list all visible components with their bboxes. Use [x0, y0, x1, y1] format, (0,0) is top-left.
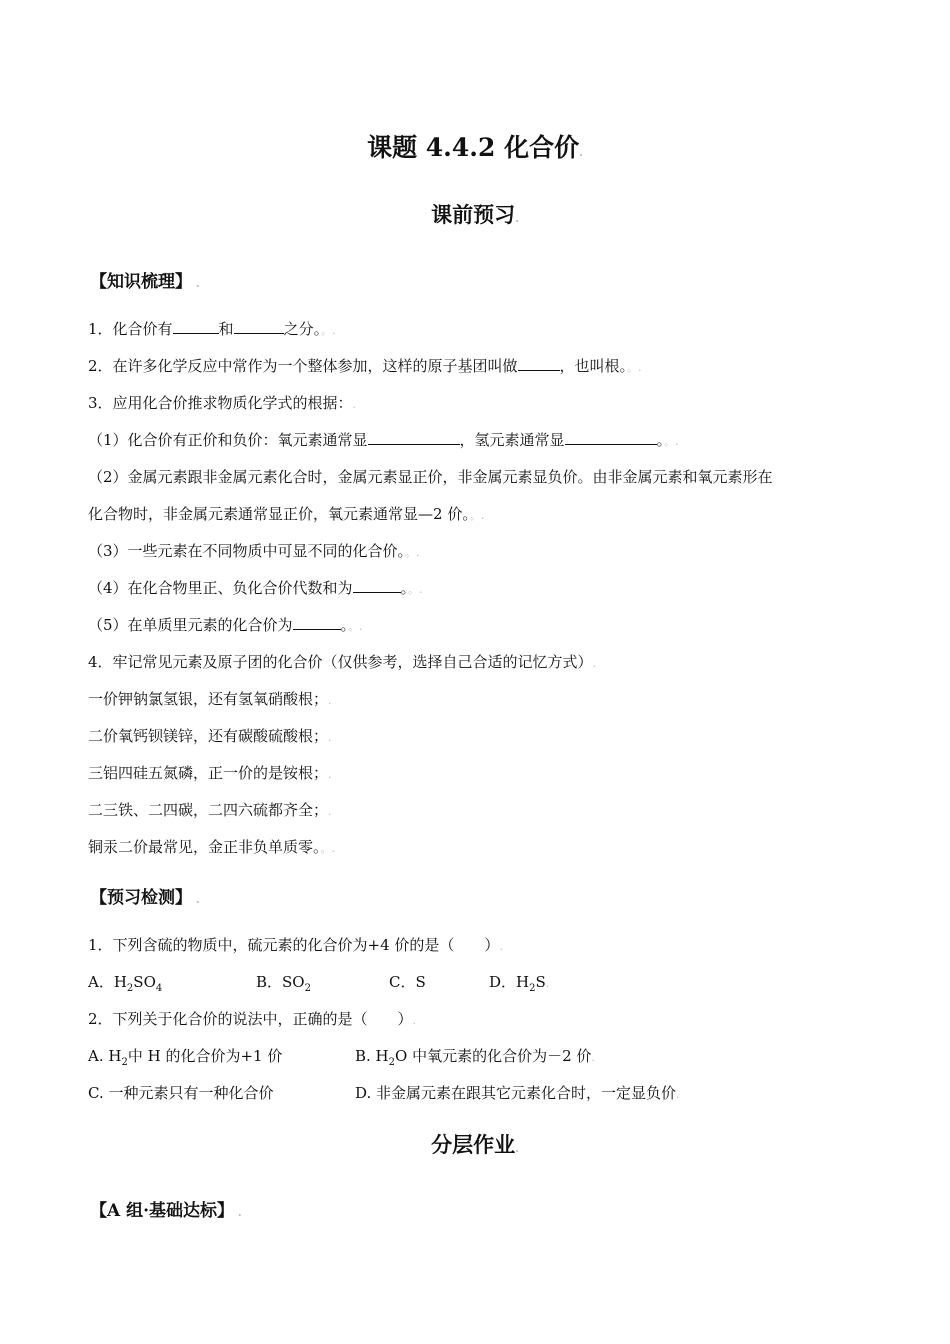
- q1d-sub: 2: [529, 983, 536, 994]
- knowledge-line-10: 4．牢记常见元素及原子团的化合价（仅供参考，选择自己合适的记忆方式）.: [88, 653, 597, 671]
- k1-text-a: 1．化合价有: [88, 320, 173, 338]
- k9-text-b: 。: [340, 616, 349, 634]
- fill-blank: [173, 319, 219, 334]
- q1c-text: C．S: [389, 973, 426, 991]
- q1-text: 1．下列含硫的物质中，硫元素的化合价为+4 价的是（ ）: [88, 936, 500, 954]
- knowledge-line-14: 二三铁、二四碳，二四六硫都齐全；.: [88, 801, 332, 819]
- k12-text: 二价氧钙钡镁锌，还有碳酸硫酸根；: [88, 727, 329, 745]
- q1a-pre: A．H: [88, 973, 127, 991]
- q1-option-b: [256, 971, 311, 994]
- q2c-text: C. 一种元素只有一种化合价: [88, 1084, 274, 1102]
- fill-blank: [353, 578, 401, 593]
- heading-knowledge-text: 【知识梳理】: [90, 272, 192, 292]
- knowledge-line-6: 化合物时，非金属元素通常显正价，氧元素通常显—2 价。。.: [88, 505, 485, 523]
- k4-text-c: 。: [656, 431, 665, 449]
- k8-text-b: 。: [400, 579, 409, 597]
- k3-text: 3．应用化合价推求物质化学式的根据：: [88, 394, 353, 412]
- q2-option-c: [88, 1082, 273, 1103]
- k5-text: （2）金属元素跟非金属元素化合时，金属元素显正价，非金属元素显负价。由非金属元素和氧元素形在: [88, 468, 773, 486]
- knowledge-line-15: 铜汞二价最常见，金正非负单质零。。.: [88, 838, 336, 856]
- knowledge-line-12: 二价氧钙钡镁锌，还有碳酸硫酸根；.: [88, 727, 332, 745]
- q1a-sub1: 2: [126, 983, 134, 994]
- q2b-pre: B. H: [355, 1047, 389, 1065]
- k15-text: 铜汞二价最常见，金正非负单质零。: [88, 838, 321, 856]
- heading-check-text: 【预习检测】: [90, 888, 192, 908]
- k14-text: 二三铁、二四碳，二四六硫都齐全；: [88, 801, 329, 819]
- heading-group-a-text: 【A 组·基础达标】: [90, 1201, 235, 1221]
- question-2: 2．下列关于化合价的说法中，正确的是（ ）.: [88, 1010, 417, 1028]
- knowledge-line-1: 1．化合价有 和 之分。。.: [88, 320, 336, 338]
- q1-option-d: D．$H_2S$.: [489, 973, 550, 994]
- knowledge-line-8: （4）在化合物里正、负化合价代数和为 。。.: [88, 579, 423, 597]
- knowledge-line-7: （3）一些元素在不同物质中可显不同的化合价。。.: [88, 542, 420, 560]
- k1-text-c: 之分。: [283, 320, 322, 338]
- k4-text-a: （1）化合价有正价和负价：氧元素通常显: [88, 431, 368, 449]
- fill-blank: [368, 430, 460, 445]
- section-homework-text: 分层作业: [431, 1132, 516, 1157]
- q2b-sub: 2: [388, 1057, 396, 1068]
- q2b-post: O 中氧元素的化合价为－2 价: [395, 1047, 592, 1065]
- q1-option-c: [389, 971, 426, 992]
- k13-text: 三铝四硅五氮磷，正一价的是铵根；: [88, 764, 329, 782]
- q1b-pre: B．SO: [256, 973, 305, 991]
- knowledge-line-11: 一价钾钠氯氢银，还有氢氧硝酸根；.: [88, 690, 332, 708]
- heading-group-a: 【A 组·基础达标】 .: [90, 1201, 242, 1221]
- knowledge-line-9: （5）在单质里元素的化合价为 。。.: [88, 616, 363, 634]
- k10-text: 4．牢记常见元素及原子团的化合价（仅供参考，选择自己合适的记忆方式）: [88, 653, 593, 671]
- q1a-mid: SO: [133, 973, 156, 991]
- q1b-sub: 2: [304, 983, 311, 994]
- section-heading-preview: 课前预习.: [431, 202, 519, 227]
- k4-text-b: ，氢元素通常显: [459, 431, 565, 449]
- knowledge-line-3: 3．应用化合价推求物质化学式的根据：.: [88, 394, 357, 412]
- heading-knowledge: 【知识梳理】 .: [90, 272, 200, 292]
- k6-text: 化合物时，非金属元素通常显正价，氧元素通常显—2 价。: [88, 505, 470, 523]
- q1d-post: S: [535, 973, 546, 991]
- q2a-pre: A. H: [88, 1047, 122, 1065]
- fill-blank: [293, 615, 341, 630]
- heading-check: 【预习检测】 .: [90, 888, 200, 908]
- knowledge-line-13: 三铝四硅五氮磷，正一价的是铵根；.: [88, 764, 332, 782]
- q1-option-a: [88, 971, 162, 994]
- knowledge-line-2: 2．在许多化学反应中常作为一个整体参加，这样的原子基团叫做 ，也叫根。。.: [88, 357, 642, 375]
- q2d-text: D. 非金属元素在跟其它元素化合时，一定显负价: [355, 1084, 677, 1102]
- k2-text-b: ，也叫根。: [559, 357, 628, 375]
- fill-blank: [565, 430, 657, 445]
- q2-option-a: [88, 1045, 282, 1068]
- k7-text: （3）一些元素在不同物质中可显不同的化合价。: [88, 542, 406, 560]
- section-preview-text: 课前预习: [431, 202, 516, 227]
- k1-text-b: 和: [218, 320, 234, 338]
- q2-option-b: B. $H_2O$ 中氧元素的化合价为－2 价.: [355, 1047, 595, 1068]
- fill-blank: [234, 319, 284, 334]
- fill-blank: [518, 356, 560, 371]
- q2a-post: 中 H 的化合价为+1 价: [127, 1047, 283, 1065]
- section-heading-homework: 分层作业.: [431, 1132, 519, 1157]
- page-title: 课题 4.4.2 化合价.: [367, 133, 583, 162]
- knowledge-line-4: （1）化合价有正价和负价：氧元素通常显 ，氢元素通常显 。。.: [88, 431, 679, 449]
- q2-option-d: D. 非金属元素在跟其它元素化合时，一定显负价.: [355, 1084, 680, 1102]
- q2-text: 2．下列关于化合价的说法中，正确的是（ ）: [88, 1010, 413, 1028]
- k2-text-a: 2．在许多化学反应中常作为一个整体参加，这样的原子基团叫做: [88, 357, 518, 375]
- k11-text: 一价钾钠氯氢银，还有氢氧硝酸根；: [88, 690, 329, 708]
- q1d-pre: D．H: [489, 973, 530, 991]
- question-1: 1．下列含硫的物质中，硫元素的化合价为+4 价的是（ ）.: [88, 936, 503, 954]
- q2a-sub: 2: [121, 1057, 128, 1068]
- q1a-sub2: 4: [155, 983, 163, 994]
- knowledge-line-5: [88, 466, 773, 487]
- k9-text-a: （5）在单质里元素的化合价为: [88, 616, 293, 634]
- k8-text-a: （4）在化合物里正、负化合价代数和为: [88, 579, 353, 597]
- page-title-text: 课题 4.4.2 化合价: [367, 133, 580, 162]
